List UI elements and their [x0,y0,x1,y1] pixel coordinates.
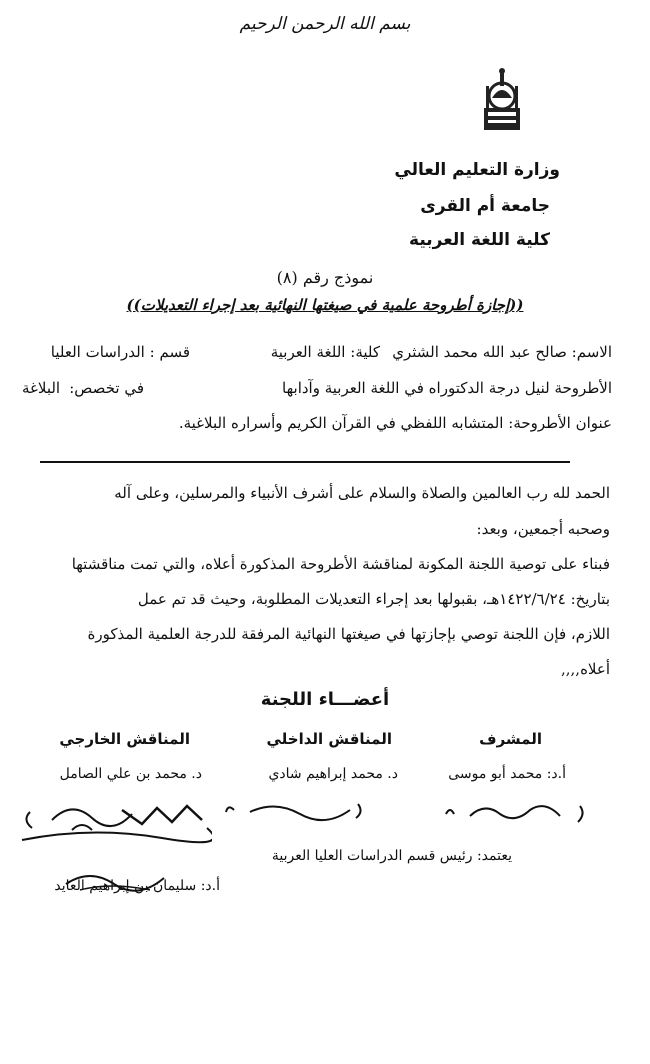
form-title: ((إجازة أطروحة علمية في صيغتها النهائية بعد إجراء التعديلات)) [126,296,524,314]
body-line-3: فبناء على توصية اللجنة المكونة لمناقشة الأطروحة المذكورة أعلاه، والتي تمت مناقشتها [71,555,610,573]
student-name: صالح عبد الله محمد الشثري [392,343,567,361]
divider [40,461,570,463]
supervisor-role: المشرف [479,730,542,748]
dept-field [51,343,190,361]
approval-label: يعتمد: رئيس قسم الدراسات العليا العربية [271,848,512,864]
thesis-field [179,414,612,432]
college-field [271,343,380,361]
internal-name: د. محمد إبراهيم شادي [268,766,398,782]
approval-signature-icon [60,866,170,896]
body-line-5: اللازم، فإن اللجنة توصي بإجازتها في صيغتها النهائية المرفقة للدرجة العلمية المذكورة [87,625,610,643]
body-line-1: الحمد لله رب العالمين والصلاة والسلام على أشرف الأنبياء والمرسلين، وعلى آله [114,484,610,502]
dept-label: قسم : [149,343,190,361]
spec-field [69,379,144,397]
name-field [392,343,612,361]
student-dept: الدراسات العليا [50,343,145,361]
university-seal-icon [478,68,526,134]
degree-line: الأطروحة لنيل درجة الدكتوراه في اللغة العربية وآدابها [282,379,612,397]
internal-signature-icon [220,796,370,826]
spec-value: البلاغة [22,379,61,397]
internal-role: المناقش الداخلي [266,730,392,748]
supervisor-name: أ.د: محمد أبو موسى [448,766,566,782]
university-name: جامعة أم القرى [420,196,550,216]
supervisor-signature-icon [440,796,590,830]
external-name: د. محمد بن علي الصامل [59,766,202,782]
body-line-6: أعلاه,,,, [561,660,610,678]
thesis-title: المتشابه اللفظي في القرآن الكريم وأسراره البلاغية. [178,414,504,432]
thesis-label: عنوان الأطروحة: [508,414,612,432]
basmala: بسم الله الرحمن الرحيم [239,14,411,34]
committee-title: أعضـــاء اللجنة [260,689,390,710]
external-role: المناقش الخارجي [59,730,190,748]
ministry-name: وزارة التعليم العالي [394,160,560,180]
form-number: نموذج رقم (٨) [276,268,374,287]
body-line-4: بتاريخ: ١٤٢٢/٦/٢٤هـ، بقبولها بعد إجراء التعديلات المطلوبة، وحيث قد تم عمل [137,590,610,608]
body-line-2: وصحبه أجمعين، وبعد: [476,520,610,538]
college-label: كلية: [350,343,380,361]
external-signature-icon [12,790,212,850]
college-name: كلية اللغة العربية [409,230,550,250]
student-college: اللغة العربية [270,343,346,361]
name-label: الاسم: [571,343,612,361]
spec-label: في تخصص: [69,379,144,397]
approval-name: أ.د: سليمان بن إبراهيم العايد [54,878,220,894]
